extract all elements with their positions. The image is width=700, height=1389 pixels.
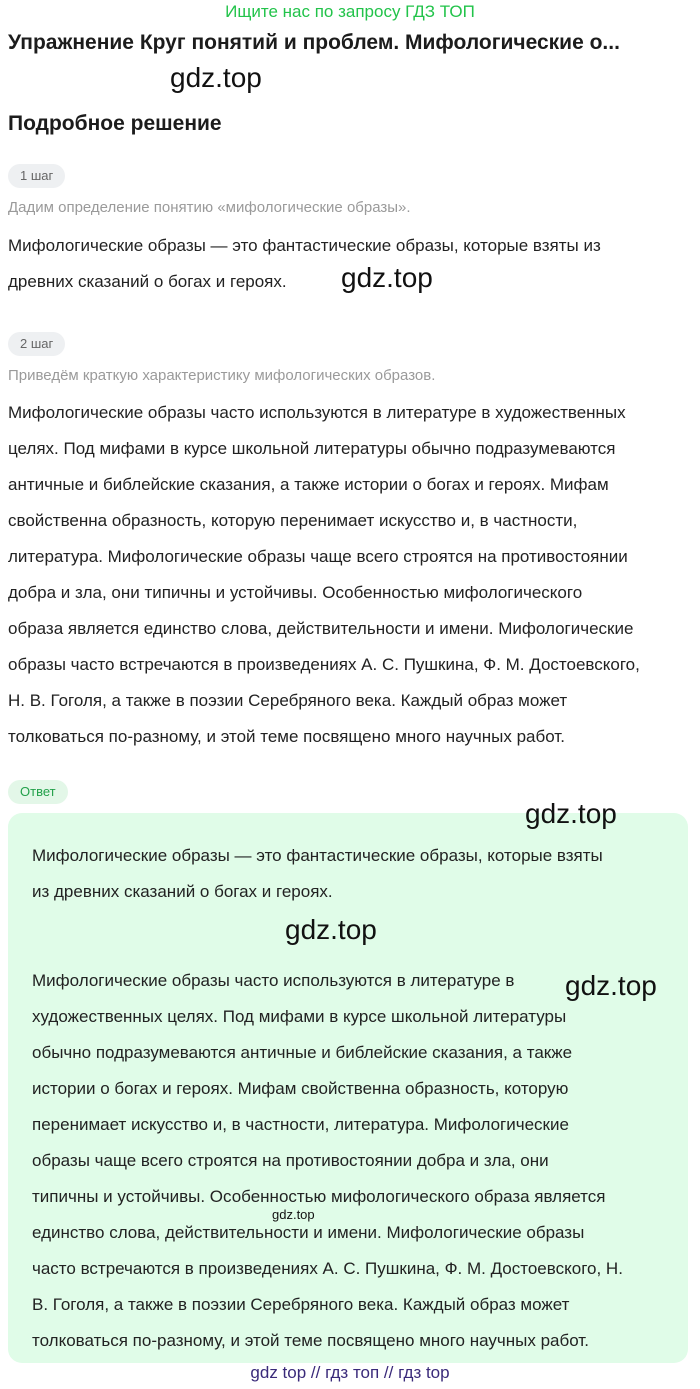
text-line: толковаться по-разному, и этой теме посвящено много научных работ. bbox=[8, 727, 565, 746]
step-1-badge: 1 шаг bbox=[8, 164, 65, 188]
watermark: gdz.top bbox=[170, 62, 262, 93]
text-line: Мифологические образы — это фантастические образы, которые взяты из bbox=[8, 236, 601, 255]
footer-links: gdz top // гдз топ // гдз top bbox=[250, 1363, 450, 1382]
text-line: добра и зла, они типичны и устойчивы. Особенностью мифологического bbox=[8, 583, 583, 602]
text-line: образы чаще всего строятся на противостоянии добра и зла, они bbox=[32, 1151, 549, 1170]
search-banner: Ищите нас по запросу ГДЗ ТОП bbox=[225, 2, 475, 21]
answer-paragraph-2 bbox=[32, 963, 672, 1359]
text-line: часто встречаются в произведениях А. С. Пушкина, Ф. М. Достоевского, Н. bbox=[32, 1259, 623, 1278]
text-line: свойственна образность, которую перенимает искусство и, в частности, bbox=[8, 511, 578, 530]
step-2-badge: 2 шаг bbox=[8, 332, 65, 356]
text-line: целях. Под мифами в курсе школьной литературы обычно подразумеваются bbox=[8, 439, 616, 458]
watermark: gdz.top bbox=[285, 914, 377, 945]
text-line: Мифологические образы часто используются в литературе в bbox=[32, 971, 515, 990]
step-2-hint: Приведём краткую характеристику мифологических образов. bbox=[8, 367, 436, 384]
text-line: античные и библейские сказания, а также истории о богах и героях. Мифам bbox=[8, 475, 609, 494]
text-line: толковаться по-разному, и этой теме посвящено много научных работ. bbox=[32, 1331, 589, 1350]
text-line: В. Гоголя, а также в поэзии Серебряного века. Каждый образ может bbox=[32, 1295, 570, 1314]
text-line: Н. В. Гоголя, а также в поэзии Серебряного века. Каждый образ может bbox=[8, 691, 568, 710]
text-line: древних сказаний о богах и героях. bbox=[8, 272, 287, 291]
watermark: gdz.top bbox=[565, 970, 657, 1001]
watermark: gdz.top bbox=[272, 1207, 315, 1222]
text-line: образы часто встречаются в произведениях А. С. Пушкина, Ф. М. Достоевского, bbox=[8, 655, 640, 674]
text-line: Мифологические образы — это фантастические образы, которые взяты bbox=[32, 846, 603, 865]
text-line: литература. Мифологические образы чаще всего строятся на противостоянии bbox=[8, 547, 628, 566]
text-line: обычно подразумеваются античные и библейские сказания, а также bbox=[32, 1043, 573, 1062]
watermark: gdz.top bbox=[341, 262, 433, 293]
answer-paragraph-1 bbox=[32, 838, 672, 910]
solution-heading: Подробное решение bbox=[8, 112, 222, 135]
text-line: из древних сказаний о богах и героях. bbox=[32, 882, 333, 901]
text-line: истории о богах и героях. Мифам свойственна образность, которую bbox=[32, 1079, 569, 1098]
text-line: перенимает искусство и, в частности, литература. Мифологические bbox=[32, 1115, 569, 1134]
answer-badge: Ответ bbox=[8, 780, 68, 804]
text-line: единство слова, действительности и имени. Мифологические образы bbox=[32, 1223, 585, 1242]
text-line: типичны и устойчивы. Особенностью мифологического образа является bbox=[32, 1187, 606, 1206]
text-line: образа является единство слова, действительности и имени. Мифологические bbox=[8, 619, 634, 638]
step-2-text bbox=[8, 395, 692, 755]
page-title: Упражнение Круг понятий и проблем. Мифологические о... bbox=[8, 31, 620, 54]
text-line: художественных целях. Под мифами в курсе школьной литературы bbox=[32, 1007, 567, 1026]
watermark: gdz.top bbox=[525, 798, 617, 829]
step-1-hint: Дадим определение понятию «мифологические образы». bbox=[8, 199, 411, 216]
text-line: Мифологические образы часто используются в литературе в художественных bbox=[8, 403, 626, 422]
